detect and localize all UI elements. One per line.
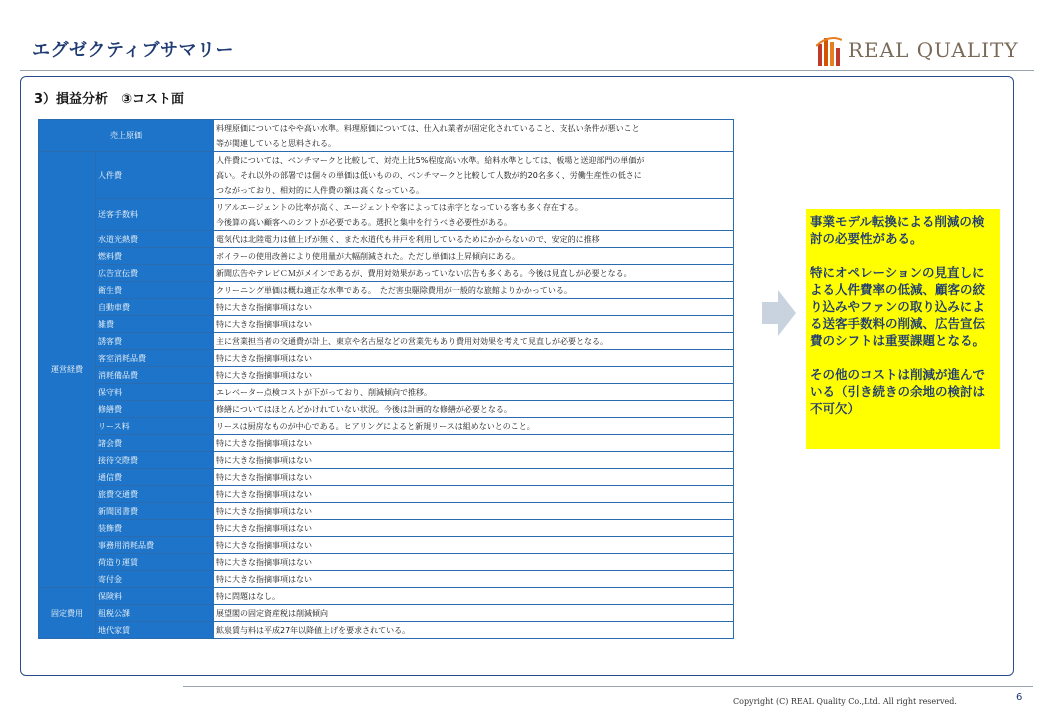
logo-text: REAL QUALITY [848,38,1019,62]
cost-description-cell: 特に大きな指摘事項はない [214,316,734,333]
page-number: 6 [1016,692,1023,703]
cost-item-cell: 旅費交通費 [96,486,214,503]
category-cell: 固定費用 [39,588,96,639]
cost-item-cell: 寄付金 [96,571,214,588]
cost-description-cell: 特に大きな指摘事項はない [214,452,734,469]
table-row [39,248,734,265]
cost-item-cell: 自動車費 [96,299,214,316]
table-row [39,350,734,367]
table-row [39,469,734,486]
building-logo-icon [816,34,842,66]
cost-description-cell: 特に大きな指摘事項はない [214,571,734,588]
company-logo [816,34,1019,66]
table-row [39,199,734,231]
cost-item-cell: 誘客費 [96,333,214,350]
cost-description-cell: エレベーター点検コストが下がっており、削減傾向で推移。 [214,384,734,401]
cost-description-cell: 特に大きな指摘事項はない [214,503,734,520]
table-row [39,299,734,316]
cost-description-cell: 特に大きな指摘事項はない [214,299,734,316]
cost-item-cell: 諸会費 [96,435,214,452]
cost-description-cell: 特に大きな指摘事項はない [214,554,734,571]
cost-item-cell: 雑費 [96,316,214,333]
table-row [39,537,734,554]
cost-item-cell: リース料 [96,418,214,435]
cost-description-cell: 特に大きな指摘事項はない [214,469,734,486]
page-title: エグゼクティブサマリー [32,40,235,61]
table-row [39,588,734,605]
cost-description-cell: 特に大きな指摘事項はない [214,435,734,452]
cost-description-cell: 主に営業担当者の交通費が計上、東京や名古屋などの営業先もあり費用対効果を考えて見直しが必要となる。 [214,333,734,350]
table-row [39,384,734,401]
cost-description-cell: 展望閣の固定資産税は削減傾向 [214,605,734,622]
cost-item-cell: 燃料費 [96,248,214,265]
cost-description-cell: リースは厨房なものが中心である。ヒアリングによると新規リースは組めないとのこと。 [214,418,734,435]
cost-item-cell: 通信費 [96,469,214,486]
cost-item-cell: 保守料 [96,384,214,401]
cost-item-cell: 荷造り運賃 [96,554,214,571]
cost-description-cell: リアルエージェントの比率が高く、エージェントや客によっては赤字となっている客も多く存在する。 今後算の高い顧客へのシフトが必要である。選択と集中を行うべき必要性がある。 [214,199,734,231]
cost-item-cell: 事務用消耗品費 [96,537,214,554]
table-row [39,316,734,333]
cost-description-cell: 特に大きな指摘事項はない [214,486,734,503]
table-row [39,367,734,384]
cost-description-cell: ボイラーの使用改善により使用量が大幅削減された。ただし単価は上昇傾向にある。 [214,248,734,265]
summary-callout [806,209,1000,449]
cost-item-cell: 人件費 [96,152,214,199]
cost-description-cell: 鉱泉賃与料は平成27年以降値上げを要求されている。 [214,622,734,639]
cost-description-cell: 特に問題はなし。 [214,588,734,605]
header-divider [20,70,1034,71]
table-row [39,452,734,469]
table-row [39,152,734,199]
table-row [39,282,734,299]
table-row [39,486,734,503]
cost-item-cell: 水道光熱費 [96,231,214,248]
table-row [39,418,734,435]
cost-item-cell: 送客手数料 [96,199,214,231]
cost-analysis-table [38,119,734,639]
category-cell: 運営経費 [39,152,96,588]
summary-point-2: 特にオペレーションの見直しによる人件費率の低減、顧客の絞り込みやファンの取り込みによる送客手数料の削減、広告宣伝費のシフトは重要課題となる。 [810,265,986,348]
summary-point-3: その他のコストは削減が進んでいる（引き続きの余地の検討は不可欠） [810,367,986,416]
cost-description-cell: 特に大きな指摘事項はない [214,367,734,384]
category-cell: 売上原価 [39,120,214,152]
table-row [39,120,734,152]
cost-description-cell: クリーニング単価は概ね適正な水準である。 ただ害虫駆除費用が一般的な旅館よりかかっている。 [214,282,734,299]
cost-item-cell: 修繕費 [96,401,214,418]
table-row [39,605,734,622]
summary-point-1: 事業モデル転換による削減の検討の必要性がある。 [810,214,985,246]
cost-item-cell: 客室消耗品費 [96,350,214,367]
table-row [39,622,734,639]
cost-item-cell: 新聞図書費 [96,503,214,520]
cost-description-cell: 特に大きな指摘事項はない [214,350,734,367]
cost-description-cell: 電気代は北陸電力は値上げが無く、また水道代も井戸を利用しているためにかからないので、安定的に推移 [214,231,734,248]
cost-description-cell: 料理原価についてはやや高い水準。料理原価については、仕入れ業者が固定化されていること、支払い条件が悪いこと 等が関連していると思料される。 [214,120,734,152]
cost-item-cell: 地代家賃 [96,622,214,639]
table-row [39,231,734,248]
cost-description-cell: 特に大きな指摘事項はない [214,537,734,554]
footer-divider [183,686,1033,687]
cost-item-cell: 衛生費 [96,282,214,299]
cost-description-cell: 新聞広告やテレビＣＭがメインであるが、費用対効果があっていない広告も多くある。今後は見直しが必要となる。 [214,265,734,282]
cost-description-cell: 人件費については、ベンチマークと比較して、対売上比5%程度高い水準。給料水準としては、板場と送迎部門の単価が 高い。それ以外の部署では個々の単価は低いものの、ベンチマークと比較して人数が約20名多く、労働生産性の低さに つながっており、相対的に人件費の額は高くなっている。 [214,152,734,199]
cost-item-cell: 接待交際費 [96,452,214,469]
table-row [39,520,734,537]
table-row [39,503,734,520]
table-row [39,571,734,588]
cost-description-cell: 修繕についてはほとんどかけれていない状況。今後は計画的な修繕が必要となる。 [214,401,734,418]
cost-item-cell: 装飾費 [96,520,214,537]
table-row [39,265,734,282]
table-row [39,333,734,350]
copyright-text: Copyright (C) REAL Quality Co.,Ltd. All right reserved. [733,697,957,706]
cost-item-cell: 広告宣伝費 [96,265,214,282]
cost-item-cell: 保険料 [96,588,214,605]
cost-description-cell: 特に大きな指摘事項はない [214,520,734,537]
table-row [39,401,734,418]
section-title: 3）損益分析 ③コスト面 [34,92,185,107]
table-row [39,435,734,452]
table-row [39,554,734,571]
cost-item-cell: 租税公課 [96,605,214,622]
arrow-right-icon [762,290,796,336]
cost-item-cell: 消耗備品費 [96,367,214,384]
